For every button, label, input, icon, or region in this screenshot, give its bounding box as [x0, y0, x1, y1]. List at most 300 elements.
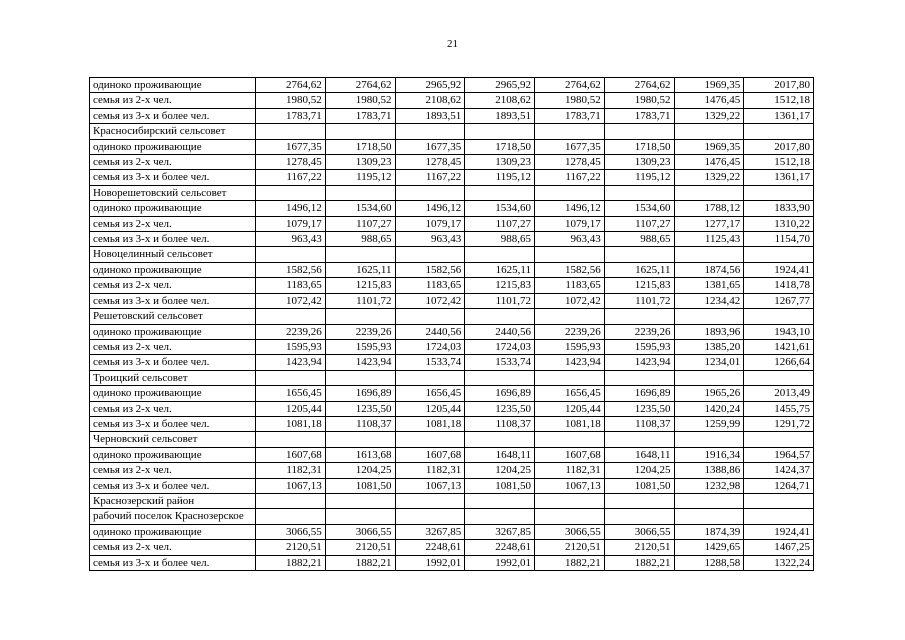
value-cell: 1418,78: [744, 278, 814, 293]
value-cell: [744, 247, 814, 262]
table-group-row: [90, 124, 814, 139]
value-cell: 1167,22: [535, 170, 605, 185]
page-number: 21: [447, 38, 458, 50]
table-row: [90, 555, 814, 570]
value-cell: [535, 432, 605, 447]
value-cell: 1882,21: [604, 555, 674, 570]
value-cell: 1235,50: [465, 401, 535, 416]
value-cell: 2120,51: [325, 540, 395, 555]
value-cell: 1964,57: [744, 447, 814, 462]
value-cell: 1329,22: [674, 108, 744, 123]
value-cell: 1182,31: [535, 463, 605, 478]
value-cell: 1724,03: [465, 339, 535, 354]
value-cell: [604, 247, 674, 262]
value-cell: 1309,23: [604, 155, 674, 170]
value-cell: 1783,71: [325, 108, 395, 123]
value-cell: 1361,17: [744, 108, 814, 123]
row-label-cell: одиноко проживающие: [90, 524, 256, 539]
value-cell: [604, 309, 674, 324]
value-cell: 1980,52: [325, 93, 395, 108]
value-cell: 1833,90: [744, 201, 814, 216]
value-cell: 1533,74: [395, 355, 465, 370]
table-row: [90, 78, 814, 93]
value-cell: 988,65: [325, 232, 395, 247]
table-row: [90, 278, 814, 293]
value-cell: 1512,18: [744, 93, 814, 108]
row-label-cell: семья из 3-х и более чел.: [90, 555, 256, 570]
table-row: [90, 386, 814, 401]
value-cell: [604, 124, 674, 139]
table-group-row: [90, 432, 814, 447]
value-cell: 1648,11: [604, 447, 674, 462]
value-cell: 1893,51: [395, 108, 465, 123]
value-cell: 1882,21: [535, 555, 605, 570]
value-cell: 1476,45: [674, 155, 744, 170]
value-cell: 1277,17: [674, 216, 744, 231]
value-cell: 1235,50: [604, 401, 674, 416]
value-cell: 1625,11: [465, 262, 535, 277]
value-cell: 1101,72: [465, 293, 535, 308]
row-label-cell: семья из 3-х и более чел.: [90, 416, 256, 431]
value-cell: 1783,71: [604, 108, 674, 123]
value-cell: [395, 432, 465, 447]
value-cell: 1309,23: [465, 155, 535, 170]
value-cell: 1215,83: [465, 278, 535, 293]
value-cell: 1992,01: [395, 555, 465, 570]
value-cell: 1266,64: [744, 355, 814, 370]
value-cell: 1582,56: [395, 262, 465, 277]
row-label-cell: семья из 2-х чел.: [90, 339, 256, 354]
value-cell: 1267,77: [744, 293, 814, 308]
value-cell: 1385,20: [674, 339, 744, 354]
value-cell: [395, 247, 465, 262]
value-cell: 1924,41: [744, 262, 814, 277]
value-cell: 1496,12: [535, 201, 605, 216]
value-cell: 3066,55: [535, 524, 605, 539]
value-cell: 1607,68: [535, 447, 605, 462]
row-label-cell: семья из 2-х чел.: [90, 463, 256, 478]
value-cell: 1656,45: [395, 386, 465, 401]
row-label-cell: семья из 2-х чел.: [90, 278, 256, 293]
value-cell: 1081,50: [465, 478, 535, 493]
value-cell: 2764,62: [535, 78, 605, 93]
value-cell: 1783,71: [256, 108, 326, 123]
value-cell: [535, 509, 605, 524]
value-cell: [604, 432, 674, 447]
value-cell: 1204,25: [465, 463, 535, 478]
value-cell: [744, 370, 814, 385]
value-cell: 1893,96: [674, 324, 744, 339]
value-cell: 1204,25: [325, 463, 395, 478]
value-cell: 1582,56: [535, 262, 605, 277]
value-cell: [674, 247, 744, 262]
value-cell: 1625,11: [325, 262, 395, 277]
table-row: [90, 108, 814, 123]
value-cell: [535, 124, 605, 139]
table-row: [90, 355, 814, 370]
value-cell: 1496,12: [256, 201, 326, 216]
value-cell: [604, 493, 674, 508]
value-cell: [535, 493, 605, 508]
value-cell: 1965,26: [674, 386, 744, 401]
value-cell: 1429,65: [674, 540, 744, 555]
value-cell: 2248,61: [395, 540, 465, 555]
value-cell: 1234,42: [674, 293, 744, 308]
table-group-row: [90, 247, 814, 262]
value-cell: 1081,18: [535, 416, 605, 431]
value-cell: 1107,27: [465, 216, 535, 231]
value-cell: [465, 493, 535, 508]
group-label-cell: рабочий поселок Краснозерское: [90, 509, 256, 524]
row-label-cell: одиноко проживающие: [90, 262, 256, 277]
row-label-cell: семья из 3-х и более чел.: [90, 108, 256, 123]
value-cell: 1195,12: [325, 170, 395, 185]
row-label-cell: одиноко проживающие: [90, 324, 256, 339]
value-cell: 1081,18: [256, 416, 326, 431]
value-cell: 1195,12: [465, 170, 535, 185]
value-cell: 1943,10: [744, 324, 814, 339]
value-cell: [395, 124, 465, 139]
value-cell: [465, 247, 535, 262]
value-cell: 1980,52: [256, 93, 326, 108]
value-cell: 1656,45: [535, 386, 605, 401]
row-label-cell: семья из 2-х чел.: [90, 401, 256, 416]
value-cell: 1882,21: [325, 555, 395, 570]
value-cell: [465, 124, 535, 139]
value-cell: 1278,45: [395, 155, 465, 170]
value-cell: 1182,31: [256, 463, 326, 478]
value-cell: 1291,72: [744, 416, 814, 431]
table-row: [90, 262, 814, 277]
value-cell: 2239,26: [256, 324, 326, 339]
value-cell: 1656,45: [256, 386, 326, 401]
table-row: [90, 478, 814, 493]
value-cell: 2017,80: [744, 78, 814, 93]
row-label-cell: семья из 3-х и более чел.: [90, 478, 256, 493]
value-cell: 1677,35: [395, 139, 465, 154]
table-group-row: [90, 309, 814, 324]
value-cell: 1696,89: [325, 386, 395, 401]
group-label-cell: Краснозерский район: [90, 493, 256, 508]
value-cell: 1724,03: [395, 339, 465, 354]
value-cell: [535, 309, 605, 324]
value-cell: 1215,83: [604, 278, 674, 293]
value-cell: [604, 185, 674, 200]
value-cell: 1081,50: [325, 478, 395, 493]
value-cell: 1204,25: [604, 463, 674, 478]
value-cell: 1101,72: [604, 293, 674, 308]
value-cell: 1788,12: [674, 201, 744, 216]
value-cell: 1108,37: [465, 416, 535, 431]
value-cell: 1101,72: [325, 293, 395, 308]
value-cell: 1625,11: [604, 262, 674, 277]
value-cell: 1874,39: [674, 524, 744, 539]
value-cell: 1081,18: [395, 416, 465, 431]
value-cell: 1534,60: [325, 201, 395, 216]
value-cell: [744, 185, 814, 200]
value-cell: 2440,56: [465, 324, 535, 339]
value-cell: 3267,85: [395, 524, 465, 539]
value-cell: [674, 432, 744, 447]
table-row: [90, 463, 814, 478]
value-cell: 1534,60: [604, 201, 674, 216]
value-cell: [395, 509, 465, 524]
value-cell: 2120,51: [535, 540, 605, 555]
value-cell: 1455,75: [744, 401, 814, 416]
value-cell: 1648,11: [465, 447, 535, 462]
table-group-row: [90, 493, 814, 508]
value-cell: 1361,17: [744, 170, 814, 185]
value-cell: 1893,51: [465, 108, 535, 123]
value-cell: 1167,22: [395, 170, 465, 185]
value-cell: 1874,56: [674, 262, 744, 277]
value-cell: 1072,42: [535, 293, 605, 308]
value-cell: 3066,55: [325, 524, 395, 539]
value-cell: 2239,26: [535, 324, 605, 339]
value-cell: 1108,37: [325, 416, 395, 431]
value-cell: 1696,89: [465, 386, 535, 401]
value-cell: 1072,42: [395, 293, 465, 308]
table-row: [90, 339, 814, 354]
row-label-cell: одиноко проживающие: [90, 386, 256, 401]
value-cell: 1924,41: [744, 524, 814, 539]
table-row: [90, 170, 814, 185]
group-label-cell: Новоцелинный сельсовет: [90, 247, 256, 262]
value-cell: 1205,44: [535, 401, 605, 416]
value-cell: [535, 185, 605, 200]
value-cell: [674, 185, 744, 200]
table-group-row: [90, 185, 814, 200]
value-cell: 1992,01: [465, 555, 535, 570]
value-cell: 1595,93: [604, 339, 674, 354]
value-cell: 1205,44: [395, 401, 465, 416]
group-label-cell: Новорешетовский сельсовет: [90, 185, 256, 200]
value-cell: [325, 124, 395, 139]
value-cell: 2239,26: [325, 324, 395, 339]
value-cell: [744, 124, 814, 139]
value-cell: 1072,42: [256, 293, 326, 308]
value-cell: 1677,35: [256, 139, 326, 154]
value-cell: [395, 370, 465, 385]
value-cell: 1696,89: [604, 386, 674, 401]
value-cell: 1467,25: [744, 540, 814, 555]
value-cell: [674, 309, 744, 324]
row-label-cell: семья из 2-х чел.: [90, 93, 256, 108]
value-cell: 2239,26: [604, 324, 674, 339]
value-cell: 2108,62: [465, 93, 535, 108]
group-label-cell: Красносибирский сельсовет: [90, 124, 256, 139]
value-cell: 1183,65: [395, 278, 465, 293]
value-cell: 1969,35: [674, 139, 744, 154]
value-cell: 1167,22: [256, 170, 326, 185]
row-label-cell: одиноко проживающие: [90, 78, 256, 93]
table-row: [90, 139, 814, 154]
value-cell: 1381,65: [674, 278, 744, 293]
value-cell: [325, 493, 395, 508]
value-cell: [256, 370, 326, 385]
row-label-cell: семья из 2-х чел.: [90, 155, 256, 170]
value-cell: 963,43: [395, 232, 465, 247]
row-label-cell: семья из 2-х чел.: [90, 540, 256, 555]
value-cell: 2108,62: [395, 93, 465, 108]
value-cell: [744, 432, 814, 447]
value-cell: [325, 370, 395, 385]
row-label-cell: семья из 3-х и более чел.: [90, 170, 256, 185]
value-cell: 1718,50: [604, 139, 674, 154]
row-label-cell: семья из 3-х и более чел.: [90, 293, 256, 308]
value-cell: 1677,35: [535, 139, 605, 154]
value-cell: 1420,24: [674, 401, 744, 416]
table-row: [90, 155, 814, 170]
value-cell: 1533,74: [465, 355, 535, 370]
value-cell: 1183,65: [535, 278, 605, 293]
value-cell: 1969,35: [674, 78, 744, 93]
value-cell: 1079,17: [256, 216, 326, 231]
value-cell: 2120,51: [604, 540, 674, 555]
table-group-row: [90, 370, 814, 385]
value-cell: 1595,93: [325, 339, 395, 354]
value-cell: [744, 493, 814, 508]
value-cell: 2120,51: [256, 540, 326, 555]
table-row: [90, 293, 814, 308]
value-cell: [395, 493, 465, 508]
value-cell: [674, 124, 744, 139]
value-cell: [535, 370, 605, 385]
value-cell: 2248,61: [465, 540, 535, 555]
value-cell: 1423,94: [325, 355, 395, 370]
value-cell: [674, 493, 744, 508]
value-cell: 2965,92: [465, 78, 535, 93]
value-cell: 1107,27: [604, 216, 674, 231]
value-cell: 1534,60: [465, 201, 535, 216]
table-row: [90, 447, 814, 462]
value-cell: 1423,94: [256, 355, 326, 370]
table-row: [90, 524, 814, 539]
row-label-cell: одиноко проживающие: [90, 201, 256, 216]
value-cell: 1329,22: [674, 170, 744, 185]
value-cell: 1916,34: [674, 447, 744, 462]
value-cell: 1595,93: [256, 339, 326, 354]
value-cell: 1512,18: [744, 155, 814, 170]
value-cell: [325, 247, 395, 262]
value-cell: [256, 493, 326, 508]
value-cell: [325, 309, 395, 324]
value-cell: 1195,12: [604, 170, 674, 185]
value-cell: 1234,01: [674, 355, 744, 370]
value-cell: 2764,62: [256, 78, 326, 93]
value-cell: [465, 185, 535, 200]
value-cell: 1309,23: [325, 155, 395, 170]
value-cell: 1235,50: [325, 401, 395, 416]
table-row: [90, 216, 814, 231]
group-label-cell: Черновский сельсовет: [90, 432, 256, 447]
table-row: [90, 232, 814, 247]
value-cell: [465, 309, 535, 324]
value-cell: 1718,50: [325, 139, 395, 154]
value-cell: 1607,68: [256, 447, 326, 462]
value-cell: 1322,24: [744, 555, 814, 570]
value-cell: 1613,68: [325, 447, 395, 462]
row-label-cell: одиноко проживающие: [90, 447, 256, 462]
value-cell: 1476,45: [674, 93, 744, 108]
value-cell: 1232,98: [674, 478, 744, 493]
value-cell: 3066,55: [256, 524, 326, 539]
value-cell: [256, 247, 326, 262]
value-cell: 1980,52: [604, 93, 674, 108]
value-cell: 1154,70: [744, 232, 814, 247]
value-cell: 2017,80: [744, 139, 814, 154]
value-cell: [256, 509, 326, 524]
value-cell: 1421,61: [744, 339, 814, 354]
value-cell: 1718,50: [465, 139, 535, 154]
value-cell: 2440,56: [395, 324, 465, 339]
value-cell: 3267,85: [465, 524, 535, 539]
value-cell: 1783,71: [535, 108, 605, 123]
value-cell: [604, 509, 674, 524]
value-cell: [325, 509, 395, 524]
value-cell: 1607,68: [395, 447, 465, 462]
group-label-cell: Решетовский сельсовет: [90, 309, 256, 324]
value-cell: 963,43: [535, 232, 605, 247]
value-cell: 1067,13: [395, 478, 465, 493]
value-cell: 1079,17: [535, 216, 605, 231]
value-cell: [744, 309, 814, 324]
value-cell: 1310,22: [744, 216, 814, 231]
value-cell: 2013,49: [744, 386, 814, 401]
value-cell: 2965,92: [395, 78, 465, 93]
table-row: [90, 540, 814, 555]
value-cell: [256, 185, 326, 200]
value-cell: [465, 432, 535, 447]
value-cell: 1423,94: [535, 355, 605, 370]
row-label-cell: одиноко проживающие: [90, 139, 256, 154]
value-cell: 1582,56: [256, 262, 326, 277]
table-row: [90, 324, 814, 339]
value-cell: 1882,21: [256, 555, 326, 570]
value-cell: [395, 309, 465, 324]
tariff-table: [89, 77, 814, 571]
value-cell: 1980,52: [535, 93, 605, 108]
value-cell: [256, 124, 326, 139]
value-cell: 2764,62: [604, 78, 674, 93]
value-cell: [465, 509, 535, 524]
value-cell: 1183,65: [256, 278, 326, 293]
value-cell: [674, 509, 744, 524]
value-cell: 1079,17: [395, 216, 465, 231]
value-cell: [256, 309, 326, 324]
table-row: [90, 416, 814, 431]
value-cell: 1205,44: [256, 401, 326, 416]
table-row: [90, 401, 814, 416]
value-cell: 1496,12: [395, 201, 465, 216]
value-cell: 1107,27: [325, 216, 395, 231]
value-cell: [256, 432, 326, 447]
table-row: [90, 201, 814, 216]
table-body: [90, 78, 814, 571]
value-cell: [325, 432, 395, 447]
row-label-cell: семья из 2-х чел.: [90, 216, 256, 231]
value-cell: [465, 370, 535, 385]
value-cell: 1215,83: [325, 278, 395, 293]
value-cell: 1595,93: [535, 339, 605, 354]
value-cell: 1125,43: [674, 232, 744, 247]
value-cell: 1264,71: [744, 478, 814, 493]
value-cell: 1108,37: [604, 416, 674, 431]
value-cell: 1278,45: [535, 155, 605, 170]
value-cell: [604, 370, 674, 385]
value-cell: 1067,13: [256, 478, 326, 493]
value-cell: 988,65: [604, 232, 674, 247]
